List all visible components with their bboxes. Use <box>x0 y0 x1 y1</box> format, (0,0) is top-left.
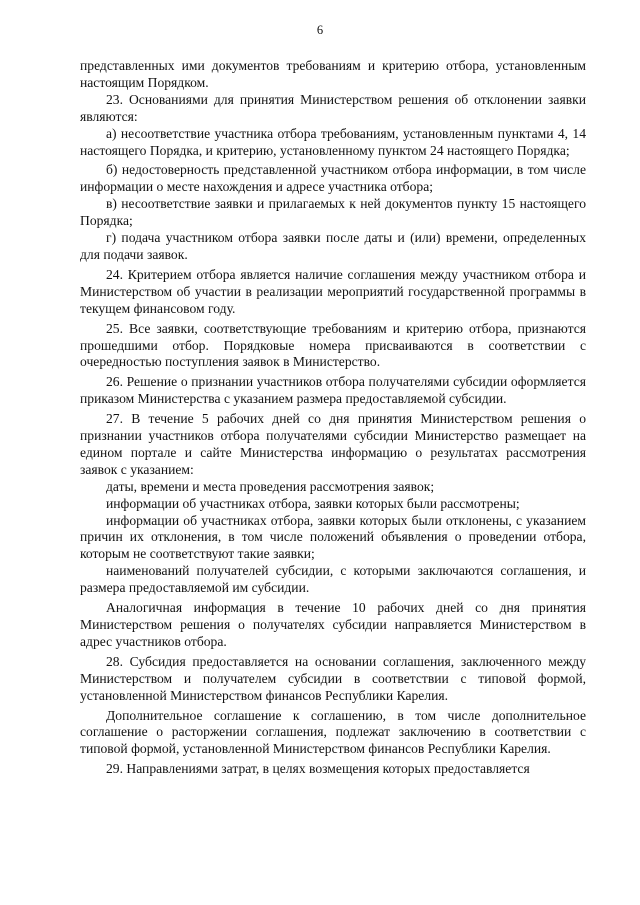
paragraph: в) несоответствие заявки и прилагаемых к ней документов пункту 15 настоящего Порядка; <box>80 196 586 229</box>
paragraph: Дополнительное соглашение к соглашению, в том числе дополнительное соглашение о расторжении соглашения, подлежат заключению в соответствии с типовой формой, установленной Министерством финансов Республики Карелия. <box>80 707 586 757</box>
paragraph: 29. Направлениями затрат, в целях возмещения которых предоставляется <box>106 761 530 777</box>
paragraph: информации об участниках отбора, заявки которых были отклонены, с указанием причин их отклонения, в том числе положений объявления о проведении отбора, которым не соответствуют такие заявки; <box>80 512 586 562</box>
document-body <box>80 58 586 778</box>
paragraph: 23. Основаниями для принятия Министерством решения об отклонении заявки являются: <box>80 91 586 124</box>
page-number: 6 <box>316 23 324 37</box>
paragraph: даты, времени и места проведения рассмотрения заявок; <box>106 478 435 494</box>
paragraph: 24. Критерием отбора является наличие соглашения между участником отбора и Министерством об участии в реализации мероприятий государственной программы в текущем финансовом году. <box>80 266 586 316</box>
paragraph: 26. Решение о признании участников отбора получателями субсидии оформляется приказом Министерства с указанием размера предоставляемой субсидии. <box>80 374 586 407</box>
paragraph: наименований получателей субсидии, с которыми заключаются соглашения, и размера предоставляемой им субсидии. <box>80 563 586 596</box>
paragraph: 27. В течение 5 рабочих дней со дня принятия Министерством решения о признании участников отбора получателями субсидии Министерство размещает на едином портале и сайте Министерства информацию о результатах рассмотрения заявок с указанием: <box>80 411 586 477</box>
paragraph: г) подача участником отбора заявки после даты и (или) времени, определенных для подачи заявок. <box>80 230 586 262</box>
paragraph: 28. Субсидия предоставляется на основании соглашения, заключенного между Министерством и получателем субсидии в соответствии с типовой формой, установленной Министерством финансов Республики Карелия. <box>80 653 586 703</box>
paragraph: 25. Все заявки, соответствующие требованиям и критерию отбора, признаются прошедшими отбор. Порядковые номера присваиваются в соответствии с очередностью поступления заявок в Министерство. <box>80 320 586 370</box>
paragraph: Аналогичная информация в течение 10 рабочих дней со дня принятия Министерством решения о получателях субсидии направляется Министерством в адрес участников отбора. <box>80 600 586 649</box>
paragraph: представленных ими документов требованиям и критерию отбора, установленным настоящим Порядком. <box>80 58 586 90</box>
paragraph: б) недостоверность представленной участником отбора информации, в том числе информации о месте нахождения и адресе участника отбора; <box>80 162 586 195</box>
paragraph: информации об участниках отбора, заявки которых были рассмотрены; <box>106 495 520 511</box>
paragraph: а) несоответствие участника отбора требованиям, установленным пунктами 4, 14 настоящего Порядка, и критерию, установленному пунктом 24 настоящего Порядка; <box>80 125 586 158</box>
